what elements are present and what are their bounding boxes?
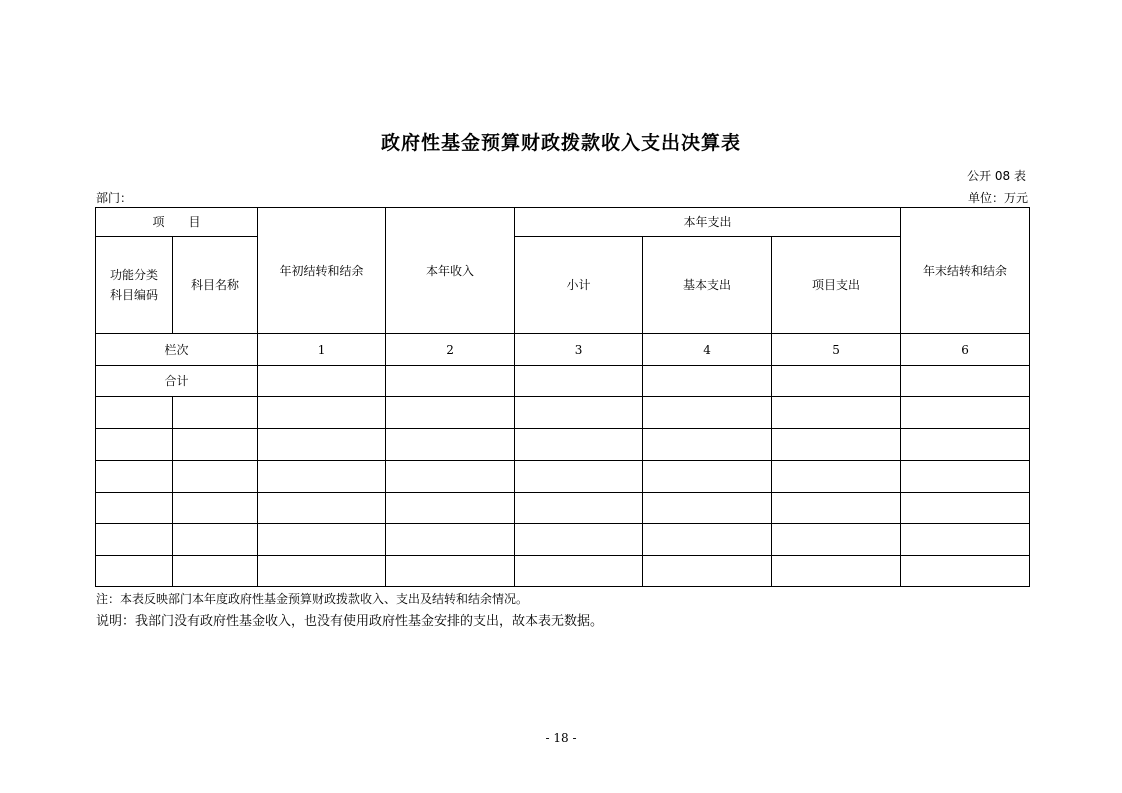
table-cell (643, 556, 772, 587)
table-cell (258, 524, 386, 556)
table-cell (772, 429, 901, 461)
table-cell (96, 493, 173, 524)
index-cell: 5 (772, 334, 901, 366)
index-cell: 4 (643, 334, 772, 366)
table-cell (173, 429, 258, 461)
table-cell (258, 461, 386, 493)
document-title: 政府性基金预算财政拨款收入支出决算表 (380, 132, 741, 154)
table-cell (258, 397, 386, 429)
table-cell (173, 493, 258, 524)
table-row (96, 556, 1030, 587)
header-row-1 (96, 208, 1030, 237)
table-cell (643, 429, 772, 461)
table-cell (386, 461, 515, 493)
header-item: 项 目 (96, 208, 258, 237)
header-subtotal: 小计 (515, 237, 643, 334)
table-cell (96, 461, 173, 493)
table-cell (258, 556, 386, 587)
table-cell (643, 397, 772, 429)
table-cell (173, 556, 258, 587)
table-cell (772, 461, 901, 493)
index-cell: 2 (386, 334, 515, 366)
table-row (96, 493, 1030, 524)
index-cell: 3 (515, 334, 643, 366)
table-cell (173, 461, 258, 493)
unit-label: 单位：万元 (967, 191, 1028, 205)
table-cell (643, 493, 772, 524)
table-cell (772, 493, 901, 524)
table-cell (901, 493, 1030, 524)
table-cell (901, 397, 1030, 429)
header-subject-name: 科目名称 (173, 237, 258, 334)
header-expenditure-group: 本年支出 (515, 208, 901, 237)
header-begin-balance: 年初结转和结余 (258, 208, 386, 334)
table-cell (96, 556, 173, 587)
table-cell (96, 429, 173, 461)
table-cell (258, 429, 386, 461)
table-row (96, 397, 1030, 429)
table-cell (96, 397, 173, 429)
table-cell (386, 397, 515, 429)
table-cell (901, 524, 1030, 556)
header-func-code: 功能分类科目编码 (96, 237, 173, 334)
header-end-balance: 年末结转和结余 (901, 208, 1030, 334)
table-cell (901, 461, 1030, 493)
table-cell (643, 366, 772, 397)
table-cell (772, 397, 901, 429)
table-row (96, 524, 1030, 556)
budget-table (95, 207, 1030, 587)
total-row (96, 366, 1030, 397)
table-cell (643, 461, 772, 493)
table-note: 注：本表反映部门本年度政府性基金预算财政拨款收入、支出及结转和结余情况。 (96, 592, 529, 606)
index-row (96, 334, 1030, 366)
table-cell (772, 366, 901, 397)
table-cell (386, 366, 515, 397)
table-cell (515, 556, 643, 587)
header-row-2 (96, 237, 1030, 334)
table-cell (258, 493, 386, 524)
table-cell (515, 397, 643, 429)
table-row (96, 461, 1030, 493)
table-cell (258, 366, 386, 397)
table-cell (173, 397, 258, 429)
header-project: 项目支出 (772, 237, 901, 334)
table-cell (515, 493, 643, 524)
table-cell (643, 524, 772, 556)
header-basic: 基本支出 (643, 237, 772, 334)
table-cell (772, 556, 901, 587)
table-cell (901, 556, 1030, 587)
index-cell: 6 (901, 334, 1030, 366)
department-label: 部门： (96, 191, 133, 205)
table-cell (515, 524, 643, 556)
total-label: 合计 (96, 366, 258, 397)
table-cell (901, 429, 1030, 461)
table-cell (386, 556, 515, 587)
table-cell (901, 366, 1030, 397)
table-cell (386, 429, 515, 461)
table-cell (386, 524, 515, 556)
table-cell (96, 524, 173, 556)
table-row (96, 429, 1030, 461)
table-cell (173, 524, 258, 556)
explanation-note: 说明：我部门没有政府性基金收入，也没有使用政府性基金安排的支出，故本表无数据。 (96, 614, 604, 629)
header-income: 本年收入 (386, 208, 515, 334)
page-number: - 18 - (545, 731, 577, 745)
table-cell (515, 366, 643, 397)
table-cell (772, 524, 901, 556)
form-code: 公开 08 表 (967, 169, 1026, 183)
table-cell (515, 429, 643, 461)
table-cell (386, 493, 515, 524)
index-label: 栏次 (96, 334, 258, 366)
table-cell (515, 461, 643, 493)
index-cell: 1 (258, 334, 386, 366)
